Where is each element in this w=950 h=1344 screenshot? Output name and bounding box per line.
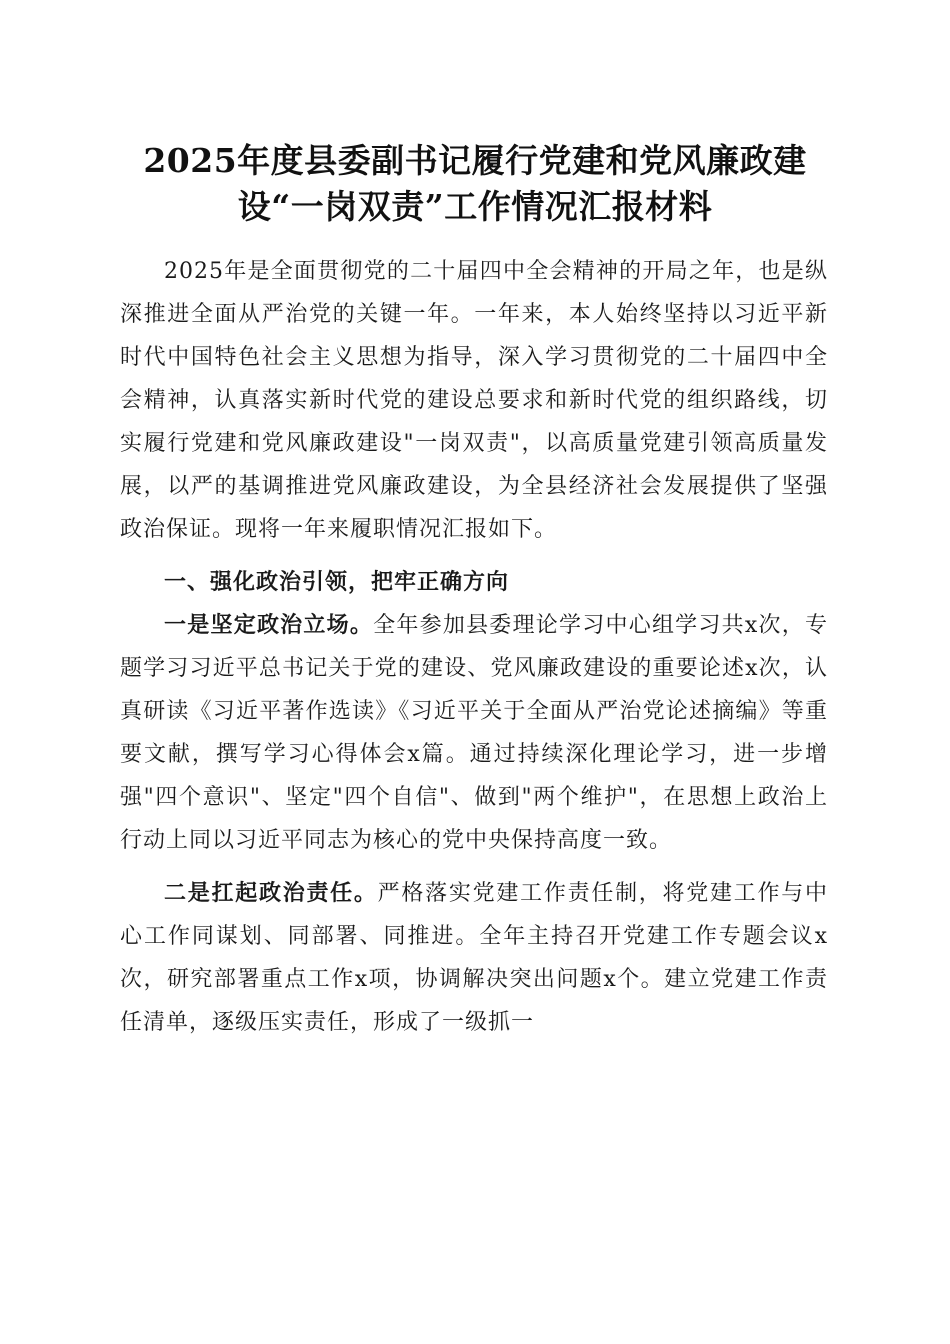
title-line-1: 2025年度县委副书记履行党建和党风廉政建 (143, 141, 807, 180)
intro-paragraph: 2025年是全面贯彻党的二十届四中全会精神的开局之年，也是纵深推进全面从严治党的关键一年。一年来，本人始终坚持以习近平新时代中国特色社会主义思想为指导，深入学习贯彻党的二十届四中全会精神，认真落实新时代党的建设总要求和新时代党的组织路线，切实履行党建和党风廉政建设"一岗双责"，以高质量党建引领高质量发展，以严的基调推进党风廉政建设，为全县经济社会发展提供了坚强政治保证。现将一年来履职情况汇报如下。 (120, 259, 828, 542)
paragraph-text: 全年参加县委理论学习中心组学习共x次，专题学习习近平总书记关于党的建设、党风廉政建设的重要论述x次，认真研读《习近平著作选读》《习近平关于全面从严治党论述摘编》等重要文献，撰写学习心得体会x篇。通过持续深化理论学习，进一步增强"四个意识"、坚定"四个自信"、做到"两个维护"，在思想上政治上行动上同以习近平同志为核心的党中央保持高度一致。 (120, 613, 828, 853)
paragraph-lead: 一是坚定政治立场。 (164, 612, 374, 638)
paragraph-text: 严格落实党建工作责任制，将党建工作与中心工作同谋划、同部署、同推进。全年主持召开党建工作专题会议x次，研究部署重点工作x项，协调解决突出问题x个。建立党建工作责任清单，逐级压实责任，形成了一级抓一 (120, 881, 828, 1035)
document-title (110, 138, 840, 230)
section1-paragraph-2 (120, 872, 828, 1044)
document-body (120, 250, 828, 1044)
paragraph-lead: 二是扛起政治责任。 (164, 880, 378, 906)
section1-paragraph-1 (120, 604, 828, 862)
section-heading-1: 一、强化政治引领，把牢正确方向 (164, 570, 510, 595)
title-line-2: 设“一岗双责”工作情况汇报材料 (237, 187, 713, 226)
